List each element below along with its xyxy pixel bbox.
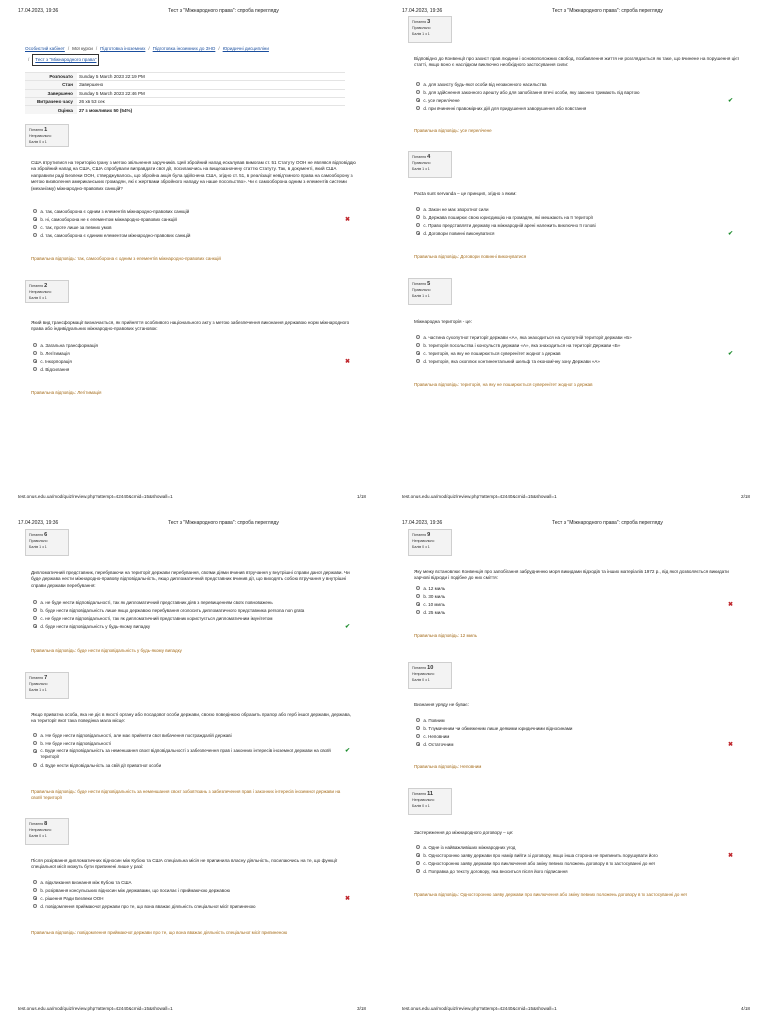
question-text: Відповідно до Конвенції про захист прав людини і основоположних свобод, позбавлення життя не розглядається як таке, що вчинене на порушення цієї статті, якщо воно є наслідком виключно необхідного застосування сили:	[414, 56, 739, 68]
answer-option[interactable]: b. Односторонню заяву держави про намір вийти зі договору, якщо інша сторона не припинить порушувати його ✖	[416, 851, 734, 859]
correct-check-icon: ✔	[345, 623, 351, 630]
incorrect-icon: ✖	[728, 601, 734, 608]
correct-answer-feedback: Правильна відповідь: Неповним	[414, 764, 482, 769]
answer-option[interactable]: b. ні, самооборона не є елементом міжнародно-правових санкцій ✖	[33, 215, 343, 223]
question-text: Який вид трансформації визначається, як прийняття особливого національного акту з метою забезпечення виконання державою норм міжнародного права або індивідуальних міжнародно-правових установок:	[31, 320, 350, 332]
question-info-6: Питання 6 Правильно Балів 1 з 1	[25, 529, 69, 556]
radio-button[interactable]	[33, 233, 37, 237]
question-text: Визнання уряду не буває:	[414, 702, 469, 707]
correct-check-icon: ✔	[728, 350, 734, 357]
answer-option[interactable]: a. не буде нести відповідальності, так як дипломатичний представник діяв з перевищенням своїх повноважень	[33, 598, 353, 606]
incorrect-icon: ✖	[345, 895, 351, 902]
answer-option[interactable]: b. Не буде нести відповідальності	[33, 739, 351, 747]
answer-options	[416, 205, 734, 237]
answer-options	[33, 598, 353, 630]
correct-answer-feedback: Правильна відповідь: Односторонню заяву держави про виключення або зміну певних положень договору в їх застосуванні до неї	[414, 892, 687, 897]
question-info-3: Питання 3 Правильно Балів 1 з 1	[408, 16, 452, 43]
radio-button[interactable]	[416, 734, 420, 738]
correct-answer-feedback: Правильна відповідь: територія, на яку не поширюється суверенітет жодної з держав	[414, 382, 593, 387]
answer-option[interactable]: b. розірвання консульських відносин між державами, що посилає і приймаючою державою	[33, 886, 351, 894]
question-info-2: Питання 2 Неправильно Балів 0 з 1	[25, 280, 69, 303]
radio-button[interactable]	[416, 853, 420, 857]
answer-options	[416, 716, 734, 748]
radio-button[interactable]	[33, 749, 37, 753]
answer-option[interactable]: a. Загальна трансформація	[33, 341, 343, 349]
pdf-page-2	[384, 0, 768, 512]
correct-check-icon: ✔	[345, 748, 351, 754]
radio-button[interactable]	[33, 763, 37, 767]
question-info-10: Питання 10 Неправильно Балів 0 з 1	[408, 662, 452, 689]
answer-option[interactable]: a. частина сухопутної території держави «А», яка знаходиться на сухопутній території держави «Б»	[416, 333, 734, 341]
answer-option[interactable]: d. Буде нести відповідальність за свій дії приватної особи	[33, 761, 351, 769]
answer-options	[416, 80, 734, 112]
answer-options	[33, 341, 351, 373]
question-text: Яку межу встановлює Конвенція про запобігання забрудненню моря викидами відходів та інших матеріалів 1972 р., від якої дозволяється викидати харчові відходи і подібне до них сміття:	[414, 569, 729, 581]
radio-button[interactable]	[33, 608, 37, 612]
answer-option[interactable]: d. при вчиненні правомірних дій для придушення заворушення або повстання	[416, 104, 734, 112]
answer-option[interactable]: b. 30 миль	[416, 592, 734, 600]
summary-row: Стан Завершено	[25, 81, 345, 89]
correct-answer-feedback: Правильна відповідь: Легітимація	[31, 390, 102, 395]
correct-answer-feedback: Правильна відповідь: буде нести відповідальність у будь-якому випадку	[31, 648, 182, 653]
correct-answer-feedback: Правильна відповідь: повідомлення приймаючої держави про те, що вона вважає діяльність спеціальної місії припиненою	[31, 930, 288, 935]
pdf-page-3	[0, 512, 384, 1024]
answer-option[interactable]: d. Поправка до тексту договору, яка вноситься після його підписання	[416, 867, 734, 875]
radio-button[interactable]	[33, 367, 37, 371]
radio-button[interactable]	[416, 359, 420, 363]
answer-option[interactable]: b. територія посольства і консульств держави «А», яка знаходиться на території Держави «Б»	[416, 341, 734, 349]
radio-button[interactable]	[33, 209, 37, 213]
question-info-4: Питання 4 Правильно Балів 1 з 1	[408, 151, 452, 178]
print-date: 17.04.2023, 19:36	[18, 520, 59, 526]
question-info-7: Питання 7 Правильно Балів 1 з 1	[25, 672, 69, 699]
radio-button[interactable]	[33, 616, 37, 620]
radio-button[interactable]	[416, 742, 420, 746]
radio-button[interactable]	[416, 90, 420, 94]
radio-button[interactable]	[416, 594, 420, 598]
answer-option[interactable]: c. не буде нести відповідальності, так як дипломатичний представник користується дипломатичним імунітетом	[33, 614, 353, 622]
pdf-page-1	[0, 0, 384, 512]
radio-button[interactable]	[33, 343, 37, 347]
answer-option[interactable]: d. Договори повинні виконуватися ✔	[416, 229, 734, 237]
answer-option[interactable]: c. Інкорпорація ✖	[33, 357, 343, 365]
breadcrumb-link[interactable]: Підготовка іноземних	[100, 46, 146, 51]
correct-answer-feedback: Правильна відповідь: так, самооборона є одним з елементів міжнародно-правових санкцій	[31, 256, 221, 261]
radio-button[interactable]	[33, 624, 37, 628]
incorrect-icon: ✖	[345, 358, 351, 365]
radio-button[interactable]	[416, 106, 420, 110]
radio-button[interactable]	[416, 223, 420, 227]
answer-option[interactable]: c. Буде нести відповідальність за неменшання своєї відповідальності з забезпечення прав і законних інтересів іноземної держави на своїй території ✔	[33, 747, 333, 761]
answer-option[interactable]: c. усе перелічене ✔	[416, 96, 734, 104]
radio-button[interactable]	[416, 215, 420, 219]
question-info-8: Питання 8 Неправильно Балів 0 з 1	[25, 818, 69, 845]
question-text: Дипломатичний представник, перебуваючи на території держави перебування, своїми діями вчинив втручання у внутрішні справи даної держави. Чи буде держава нести міжнародно-правову відповідальність, якщо дипломатичний представник вчинив дії, що виходять собою втручання у внутрішні справи держави перебування:	[31, 570, 350, 588]
radio-button[interactable]	[33, 359, 37, 363]
radio-button[interactable]	[416, 343, 420, 347]
print-date: 17.04.2023, 19:36	[402, 8, 443, 14]
answer-option[interactable]: d. так, самооборона є єдиним елементом міжнародно-правових санкцій	[33, 231, 343, 239]
breadcrumb-link[interactable]: Тест з "Міжнародного права"	[32, 54, 99, 66]
print-url: test.onus.edu.ua/mod/quiz/review.php?attempt=42440&cmid=15&showall=1	[402, 1006, 557, 1011]
incorrect-icon: ✖	[728, 852, 734, 859]
answer-option[interactable]: a. Одне із найважливіших міжнародних угод	[416, 843, 734, 851]
radio-button[interactable]	[416, 586, 420, 590]
print-title: Тест з "Міжнародного права": спроба перегляду	[168, 520, 279, 526]
radio-button[interactable]	[416, 98, 420, 102]
radio-button[interactable]	[416, 82, 420, 86]
answer-option[interactable]: b. буде нести відповідальність лише якщо державою перебування оголосить дипломатичного представника persona non grata	[33, 606, 353, 614]
answer-option[interactable]: a. 12 миль	[416, 584, 734, 592]
radio-button[interactable]	[33, 225, 37, 229]
question-info-11: Питання 11 Неправильно Балів 0 з 1	[408, 788, 452, 815]
correct-answer-feedback: Правильна відповідь: Договори повинні виконуватися	[414, 254, 527, 259]
page-number: 3/18	[357, 1006, 366, 1011]
print-title: Тест з "Міжнародного права": спроба перегляду	[552, 520, 663, 526]
answer-option[interactable]: c. Право представляти державу на міжнародній арені належить виключно її голові	[416, 221, 734, 229]
radio-button[interactable]	[416, 610, 420, 614]
answer-option[interactable]: a. для захисту будь-якої особи від незаконного насильства	[416, 80, 734, 88]
print-title: Тест з "Міжнародного права": спроба перегляду	[168, 8, 279, 14]
question-text: Застереження до міжнародного договору – це:	[414, 830, 514, 835]
page-number: 2/18	[741, 494, 750, 499]
answer-option[interactable]: c. рішення Ради Безпеки ООН ✖	[33, 894, 351, 902]
question-text: Pacta sunt servanda – це принцип, згідно з яким:	[414, 191, 517, 196]
radio-button[interactable]	[33, 600, 37, 604]
answer-option[interactable]: c. Неповним	[416, 732, 734, 740]
attempt-summary-table	[25, 72, 345, 114]
radio-button[interactable]	[33, 733, 37, 737]
print-title: Тест з "Міжнародного права": спроба перегляду	[552, 8, 663, 14]
radio-button[interactable]	[416, 231, 420, 235]
answer-option[interactable]: a. так, самооборона є одним з елементів міжнародно-правових санкцій	[33, 207, 343, 215]
print-url: test.onus.edu.ua/mod/quiz/review.php?attempt=42440&cmid=15&showall=1	[402, 494, 557, 499]
answer-option[interactable]: d. повідомлення приймаючої держави про те, що вона вважає діяльність спеціальної місії припиненою	[33, 902, 351, 910]
page-number: 4/18	[741, 1006, 750, 1011]
radio-button[interactable]	[416, 351, 420, 355]
question-info-1: Питання 1 Неправильно Балів 0 з 1	[25, 124, 69, 147]
radio-button[interactable]	[416, 207, 420, 211]
question-text: Після розірвання дипломатичних відносин між Кубою та США спеціальна місія не припинила власну діяльність, посилаючись на те, що функції спеціальної місії можуть бути припинені лише у разі:	[31, 858, 338, 870]
answer-option[interactable]: b. для здійснення законного арешту або для запобігання втечі особи, яку законно тримають під вартою	[416, 88, 734, 96]
answer-option[interactable]: a. відкликання визнання між Кубою та США	[33, 878, 351, 886]
radio-button[interactable]	[416, 845, 420, 849]
answer-option[interactable]: a. Не буде нести відповідальності, але має прийняти свої вибачення постраждалій державі	[33, 731, 351, 739]
answer-options	[33, 878, 351, 910]
radio-button[interactable]	[33, 888, 37, 892]
correct-answer-feedback: Правильна відповідь: 12 миль	[414, 633, 478, 638]
answer-options	[416, 584, 734, 616]
answer-option[interactable]: d. 25 миль	[416, 608, 734, 616]
answer-option[interactable]: c. так, проте лише за певних умов	[33, 223, 343, 231]
answer-option[interactable]: a. Повним	[416, 716, 734, 724]
question-info-5: Питання 5 Правильно Балів 1 з 1	[408, 278, 452, 305]
radio-button[interactable]	[416, 869, 420, 873]
summary-row: Оцінка 27 з можливих 50 (54%)	[25, 106, 345, 114]
page-number: 1/18	[357, 494, 366, 499]
radio-button[interactable]	[416, 718, 420, 722]
correct-check-icon: ✔	[728, 97, 734, 104]
answer-options	[33, 731, 351, 769]
answer-option[interactable]: c. 10 миль ✖	[416, 600, 734, 608]
answer-option[interactable]: b. Держава поширює свою юрисдикцію на громадян, які мешкають на її території	[416, 213, 734, 221]
pdf-page-4	[384, 512, 768, 1024]
answer-options	[33, 207, 351, 239]
radio-button[interactable]	[33, 351, 37, 355]
radio-button[interactable]	[416, 861, 420, 865]
answer-option[interactable]: a. Закон не має зворотної сили	[416, 205, 734, 213]
print-date: 17.04.2023, 19:36	[402, 520, 443, 526]
radio-button[interactable]	[33, 896, 37, 900]
answer-option[interactable]: b. Легітимація	[33, 349, 343, 357]
breadcrumb-link[interactable]: Особистий кабінет	[25, 46, 65, 51]
answer-options	[416, 333, 734, 365]
incorrect-icon: ✖	[728, 741, 734, 748]
summary-row: Витрачено часу 26 хв 53 сек	[25, 97, 345, 105]
answer-option[interactable]: c. Односторонню заяву держави про виключення або зміну певних положень договору в їх застосуванні до неї	[416, 859, 734, 867]
answer-option[interactable]: d. буде нести відповідальність у будь-якому випадку ✔	[33, 622, 353, 630]
question-text: Міжнародна територія - це:	[414, 319, 472, 324]
radio-button[interactable]	[33, 741, 37, 745]
radio-button[interactable]	[33, 904, 37, 908]
breadcrumb-link[interactable]: Підготовка іноземних до ЗНО	[152, 46, 216, 51]
answer-option[interactable]: d. Відсилання	[33, 365, 343, 373]
radio-button[interactable]	[33, 217, 37, 221]
breadcrumb-link[interactable]: Юридичні дисципліни	[222, 46, 269, 51]
answer-option[interactable]: b. Тлумаченим чи обмеженим лише деякими юридичними відносинами	[416, 724, 734, 732]
answer-option[interactable]: c. територія, на яку не поширюється суверенітет жодної з держав ✔	[416, 349, 734, 357]
print-url: test.onus.edu.ua/mod/quiz/review.php?attempt=42440&cmid=15&showall=1	[18, 494, 173, 499]
correct-answer-feedback: Правильна відповідь: буде нести відповідальність за неменшання своєї зобов'язань з забезпечення прав і законних інтересів іноземної держави на своїй території	[31, 789, 341, 800]
question-text: США втрутилися на територію Ірану з метою звільнення заручників. Цей збройний напад ескалував вимогам ст. 51 Статуту ООН не являвся відповіддю на збройний напад на США, США спробували виправдати свої дії, посилаючись на вищезазначену статтю Статуту. Так, в документі, який США направили раді Безпеки ООН, стверджувалось, що збройна акція була здійснена США, згідно ст. 51, в реалізації невід'ємного права на самооборону з метою визволення американських громадян, які є жертвами збройного нападу на наше посольство». Чи є самооборона одним з елементів системи (механізму) міжнародно-правових санкцій?	[31, 160, 356, 191]
question-text: Якщо приватна особа, яка не діє в якості органу або посадової особи держави, своєю поведінкою образить прапор або герб іншої держави, держава, на території якої така поведінка мала місце:	[31, 712, 351, 724]
answer-options	[416, 843, 734, 875]
correct-check-icon: ✔	[728, 230, 734, 237]
answer-option[interactable]: d. територія, яка охоплює континентальний шельф та економічну зону Держави «А»	[416, 357, 734, 365]
radio-button[interactable]	[416, 602, 420, 606]
summary-row: Розпочато Sunday 5 March 2023 22:19 PM	[25, 73, 345, 81]
radio-button[interactable]	[33, 880, 37, 884]
radio-button[interactable]	[416, 335, 420, 339]
print-date: 17.04.2023, 19:36	[18, 8, 59, 14]
breadcrumb-text: Мої курси	[72, 46, 93, 51]
summary-row: Завершено Sunday 5 March 2023 22:46 PM	[25, 89, 345, 97]
print-url: test.onus.edu.ua/mod/quiz/review.php?attempt=42440&cmid=15&showall=1	[18, 1006, 173, 1011]
radio-button[interactable]	[416, 726, 420, 730]
incorrect-icon: ✖	[345, 216, 351, 223]
correct-answer-feedback: Правильна відповідь: усе перелічене	[414, 128, 492, 133]
answer-option[interactable]: d. Остаточним ✖	[416, 740, 734, 748]
breadcrumb: Особистий кабінет / Мої курси / Підготовка іноземних / Підготовка іноземних до ЗНО / Юридичні дисципліни / Тест з "Міжнародного права"	[25, 44, 325, 66]
question-info-9: Питання 9 Неправильно Балів 0 з 1	[408, 529, 452, 556]
